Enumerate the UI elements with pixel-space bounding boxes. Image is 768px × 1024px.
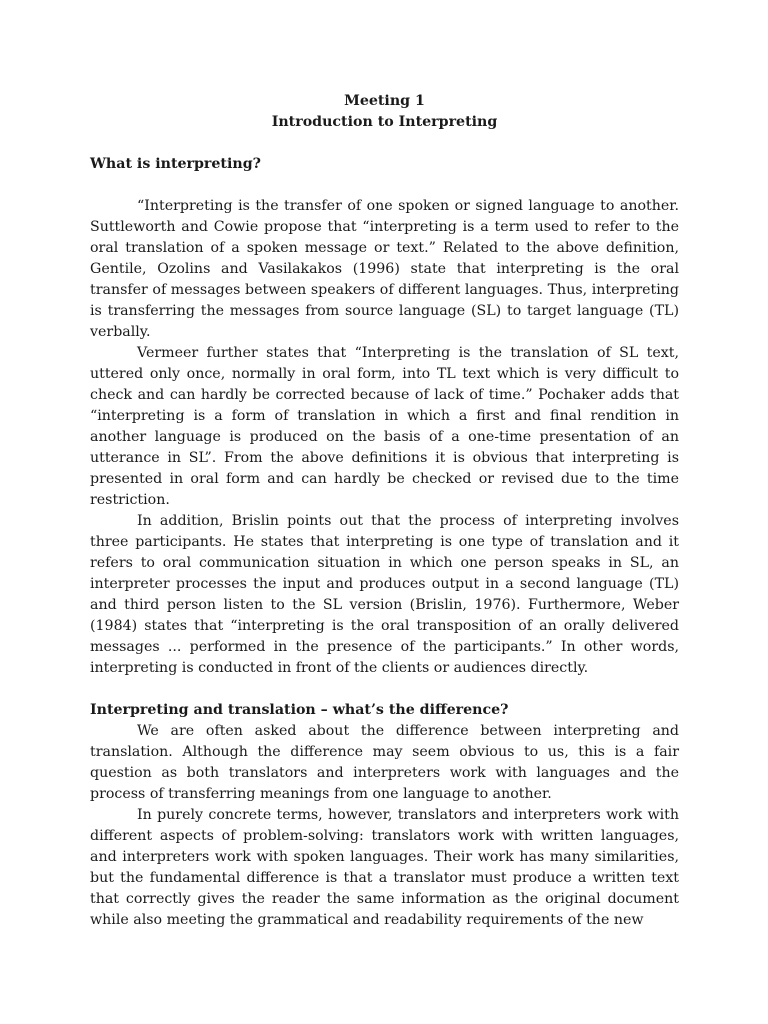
paragraph: In purely concrete terms, however, translators and interpreters work with different aspects of problem-solving: translators work with written languages, and interpreters work with spoken languages. Their work has many similarities, but the fundamental difference is that a translator must produce a written text that correctly gives the reader the same information as the original document while also meeting the grammatical and readability requirements of the new	[90, 807, 679, 928]
document-title: Introduction to Interpreting	[271, 114, 498, 130]
document-page	[90, 91, 679, 931]
paragraph: In addition, Brislin points out that the process of interpreting involves three participants. He states that interpreting is one type of translation and it refers to oral communication situation in which one person speaks in SL, an interpreter processes the input and produces output in a second language (TL) and third person listen to the SL version (Brislin, 1976). Furthermore, Weber (1984) states that “interpreting is the oral transposition of an orally delivered messages ... performed in the presence of the participants.” In other words, interpreting is conducted in front of the clients or audiences directly.	[90, 513, 679, 676]
section-spacer	[90, 175, 679, 196]
section-heading-what-is-interpreting: What is interpreting?	[90, 156, 261, 172]
paragraph: Vermeer further states that “Interpreting is the translation of SL text, uttered only once, normally in oral form, into TL text which is very difficult to check and can hardly be corrected because of lack of time.” Pochaker adds that “interpreting is a form of translation in which a first and final rendition in another language is produced on the basis of a one-time presentation of an utterance in SL”. From the above definitions it is obvious that interpreting is presented in oral form and can hardly be checked or revised due to the time restriction.	[90, 345, 679, 508]
meeting-title: Meeting 1	[344, 93, 425, 109]
section-heading-interpreting-vs-translation: Interpreting and translation – what’s the difference?	[90, 702, 509, 718]
paragraph: We are often asked about the difference between interpreting and translation. Although the difference may seem obvious to us, this is a fair question as both translators and interpreters work with languages and the process of transferring meanings from one language to another.	[90, 723, 679, 802]
paragraph: “Interpreting is the transfer of one spoken or signed language to another. Suttleworth and Cowie propose that “interpreting is a term used to refer to the oral translation of a spoken message or text.” Related to the above definition, Gentile, Ozolins and Vasilakakos (1996) state that interpreting is the oral transfer of messages between speakers of different languages. Thus, interpreting is transferring the messages from source language (SL) to target language (TL) verbally.	[90, 198, 679, 340]
